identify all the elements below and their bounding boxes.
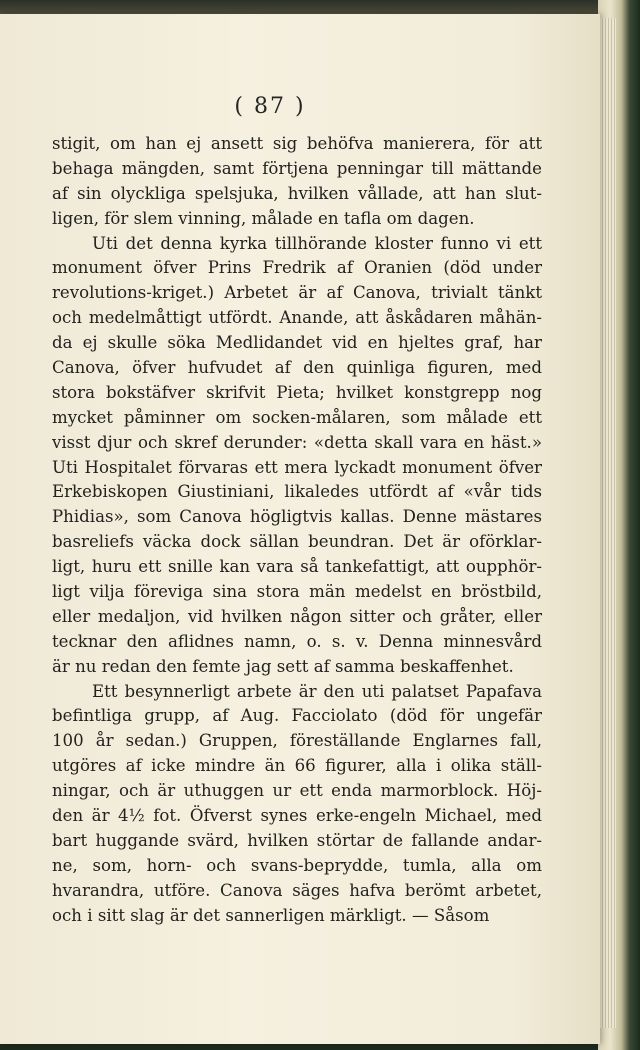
text-line: Phidias», som Canova högligtvis kallas. Denne mästares <box>52 507 542 527</box>
text-line: Erkebiskopen Giustiniani, likaledes utfördt af «vår tids <box>52 482 542 502</box>
paragraph-2 <box>52 232 542 680</box>
text-line: stigit, om han ej ansett sig behöfva manierera, för att <box>52 134 542 153</box>
text-line: eller medaljon, vid hvilken någon sitter och gråter, eller <box>52 606 542 626</box>
page-number: ( 87 ) <box>234 94 306 119</box>
text-line: monument öfver Prins Fredrik af Oranien (död under <box>52 258 542 278</box>
text-line: stora bokstäfver skrifvit Pieta; hvilket konstgrepp nog <box>52 382 542 402</box>
text-line: behaga mängden, samt förtjena penningar till mättande <box>52 158 542 178</box>
text-line: är nu redan den femte jag sett af samma beskaffenhet. <box>52 656 514 676</box>
page-stack-edge <box>600 18 616 1028</box>
text-line: befintliga grupp, af Aug. Facciolato (död för ungefär <box>52 706 542 726</box>
text-line: Ett besynnerligt arbete är den uti palatset Papafava <box>92 681 542 701</box>
text-line: da ej skulle söka Medlidandet vid en hjeltes graf, har <box>52 333 542 353</box>
text-line: och i sitt slag är det sannerligen märkligt. — Såsom <box>52 905 490 925</box>
text-line: Uti Hospitalet förvaras ett mera lyckadt monument öfver <box>52 457 542 477</box>
text-line: basreliefs väcka dock sällan beundran. Det är oförklar- <box>52 532 542 552</box>
text-line: bart huggande svärd, hvilken störtar de fallande andar- <box>52 830 542 850</box>
text-line: ligt, huru ett snille kan vara så tankefattigt, att oupphör- <box>52 557 542 577</box>
body-text <box>52 132 542 929</box>
text-line: ningar, och är uthuggen ur ett enda marmorblock. Höj- <box>52 781 542 801</box>
text-line: 100 år sedan.) Gruppen, föreställande Englarnes fall, <box>52 731 542 751</box>
text-line: Uti det denna kyrka tillhörande kloster funno vi ett <box>92 233 542 253</box>
text-line: visst djur och skref derunder: «detta skall vara en häst.» <box>52 432 542 452</box>
paragraph-1 <box>52 132 542 232</box>
text-line: ne, som, horn- och svans-beprydde, tumla, alla om <box>52 855 542 875</box>
text-line: revolutions-kriget.) Arbetet är af Canova, trivialt tänkt <box>52 283 542 303</box>
text-line: mycket påminner om socken-målaren, som målade ett <box>52 407 542 427</box>
text-line: Canova, öfver hufvudet af den quinliga figuren, med <box>52 358 542 378</box>
text-line: af sin olyckliga spelsjuka, hvilken vållade, att han slut- <box>52 183 542 203</box>
paragraph-3 <box>52 680 542 929</box>
text-line: tecknar den aflidnes namn, o. s. v. Denna minnesvård <box>52 631 542 651</box>
text-line: ligt vilja föreviga sina stora män medelst en bröstbild, <box>52 582 542 602</box>
text-line: ligen, för slem vinning, målade en tafla om dagen. <box>52 208 475 228</box>
text-line: utgöres af icke mindre än 66 figurer, alla i olika ställ- <box>52 756 542 776</box>
text-line: och medelmåttigt utfördt. Anande, att åskådaren måhän- <box>52 308 542 328</box>
text-line: hvarandra, utföre. Canova säges hafva berömt arbetet, <box>52 880 542 900</box>
text-line: den är 4½ fot. Öfverst synes erke-engeln Michael, med <box>52 806 542 826</box>
book-page <box>0 14 600 1044</box>
